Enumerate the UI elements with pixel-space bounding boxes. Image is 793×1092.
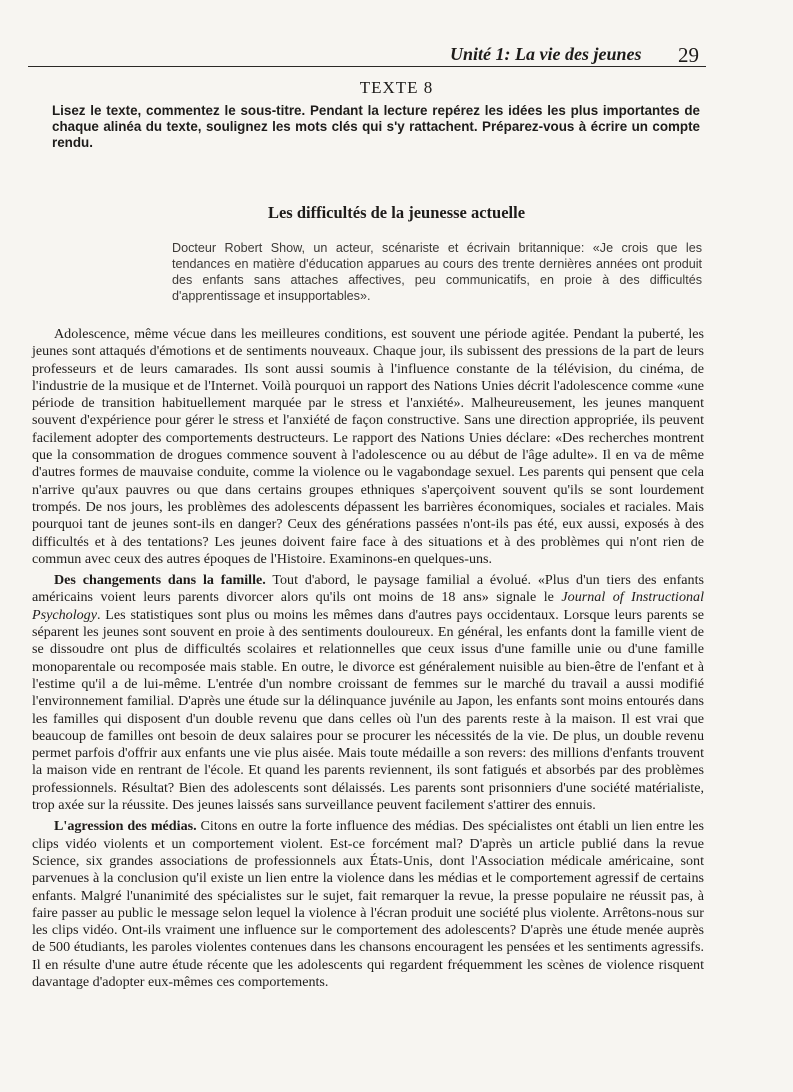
running-head: Unité 1: La vie des jeunes [450,44,642,64]
article-title: Les difficultés de la jeunesse actuelle [267,203,526,222]
header-rule [28,66,706,67]
epigraph: Docteur Robert Show, un acteur, scénariste et écrivain britannique: «Je crois que les tendances en matière d'éducation apparues au cours des trente dernières années ont produit des enfants sans attaches affectives, peu communicatifs, en proie à des difficultés d'apprentissage et insupportables». [172,241,702,303]
section-label: TEXTE 8 [359,78,434,97]
paragraph-media [32,818,704,991]
instructions: Lisez le texte, commentez le sous-titre. Pendant la lecture repérez les idées les plus importantes de chaque alinéa du texte, soulignez les mots clés qui s'y rattachent. Préparez-vous à écrire un compte rendu. [52,103,700,151]
journal-title: Journal of Instructional Psychology [32,589,705,623]
article-body [32,326,704,995]
paragraph-family [32,572,704,814]
paragraph-family-text-a: Tout d'abord, le paysage familial a évolué. «Plus d'un tiers des enfants américains voient leurs parents divorcer alors qu'ils ont moins de 18 ans» signale le [32,572,704,606]
paragraph-family-heading: Des changements dans la famille. [54,572,266,589]
paragraph-intro: Adolescence, même vécue dans les meilleures conditions, est souvent une période agitée. Pendant la puberté, les jeunes sont attaqués d'émotions et de sentiments nouveaux. Chaque jour, ils subissent des pressions de la part de leurs professeurs et de leurs camarades. Ils sont aussi soumis à l'influence constante de la télévision, du cinéma, de l'industrie de la musique et de l'Internet. Voilà pourquoi un rapport des Nations Unies décrit l'adolescence comme «une période de transition habituellement marquée par le stress et l'anxiété». Malheureusement, les jeunes manquent souvent d'expérience pour gérer le stress et l'anxiété de façon constructive. Sans une direction appropriée, ils peuvent facilement adopter des comportements destructeurs. Le rapport des Nations Unies déclare: «Des recherches montrent que la consommation de drogues commence souvent à l'adolescence ou au début de l'âge adulte». Il en va de même d'autres formes de mauvaise conduite, comme la violence ou le vagabondage sexuel. Les parents qui pensent que cela n'arrive qu'aux pauvres ou que dans certains groupes ethniques s'aperçoivent souvent qu'ils se sont lourdement trompés. De nos jours, les problèmes des adolescents dépassent les barrières économiques, sociales et raciales. Mais pourquoi tant de jeunes sont-ils en danger? Ceux des générations passées n'ont-ils pas été, eux aussi, exposés à des difficultés et à des tentations? Les jeunes doivent faire face à des situations et à des problèmes qui n'ont rien de commun avec ceux des autres époques de l'Histoire. Examinons-en quelques-uns. [32,326,704,567]
paragraph-family-text-b: . Les statistiques sont plus ou moins les mêmes dans d'autres pays occidentaux. Lorsque leurs parents se séparent les jeunes sont souvent en proie à des sentiments douloureux. En général, les enfants dont la famille vient de se dissoudre ont plus de difficultés scolaires et relationnelles que ceux issus d'une famille unie ou d'une famille monoparentale ou recomposée mais stable. En outre, le divorce est généralement nuisible au bien-être de l'enfant et à l'estime qu'il a de lui-même. L'entrée d'un nombre croissant de femmes sur le marché du travail a aussi modifié l'environnement familial. D'après une étude sur la délinquance juvénile au Japon, les enfants sont moins entourés dans les familles qui disposent d'un double revenu que dans celles où l'un des parents reste à la maison. Il est vrai que beaucoup de familles ont besoin de deux salaires pour se procurer les nécessités de la vie. De plus, un double revenu permet parfois d'offrir aux enfants une vie plus aisée. Mais toute médaille a son revers: des millions d'enfants trouvent la maison vide en rentrant de l'école. Et quand les parents reviennent, ils sont fatigués et absorbés par des problèmes professionnels. Résultat? Bien des adolescents sont délaissés. Les parents sont prisonniers d'une société matérialiste, trop axée sur la réussite. Des jeunes laissés sans surveillance peuvent facilement s'attirer des ennuis. [32,606,704,814]
paragraph-media-heading: L'agression des médias. [54,818,197,835]
paragraph-media-text: Citons en outre la forte influence des médias. Des spécialistes ont établi un lien entre les clips vidéo violents et un comportement violent. Est-ce forcément mal? D'après un article publié dans la revue Science, six grandes associations de professionnels aux États-Unis, dont l'Association médicale américaine, sont parvenues à la conclusion qu'il existe un lien entre la violence dans les médias et le comportement agressif de certains enfants. Malgré l'unanimité des spécialistes sur le sujet, fait remarquer la revue, la presse populaire ne réussit pas, à faire passer au public le message selon lequel la violence à l'écran produit une société plus violente. Arrêtons-nous sur les clips vidéo. Ont-ils vraiment une influence sur le comportement des adolescents? D'après une étude menée auprès de 500 étudiants, les paroles violentes contenues dans les chansons encouragent les pensées et les sentiments agressifs. Il en résulte d'une autre étude récente que les adolescents qui regardent fréquemment les scènes de violence risquent davantage d'adopter eux-mêmes ces comportements. [32,818,704,990]
page-number: 29 [678,43,699,67]
